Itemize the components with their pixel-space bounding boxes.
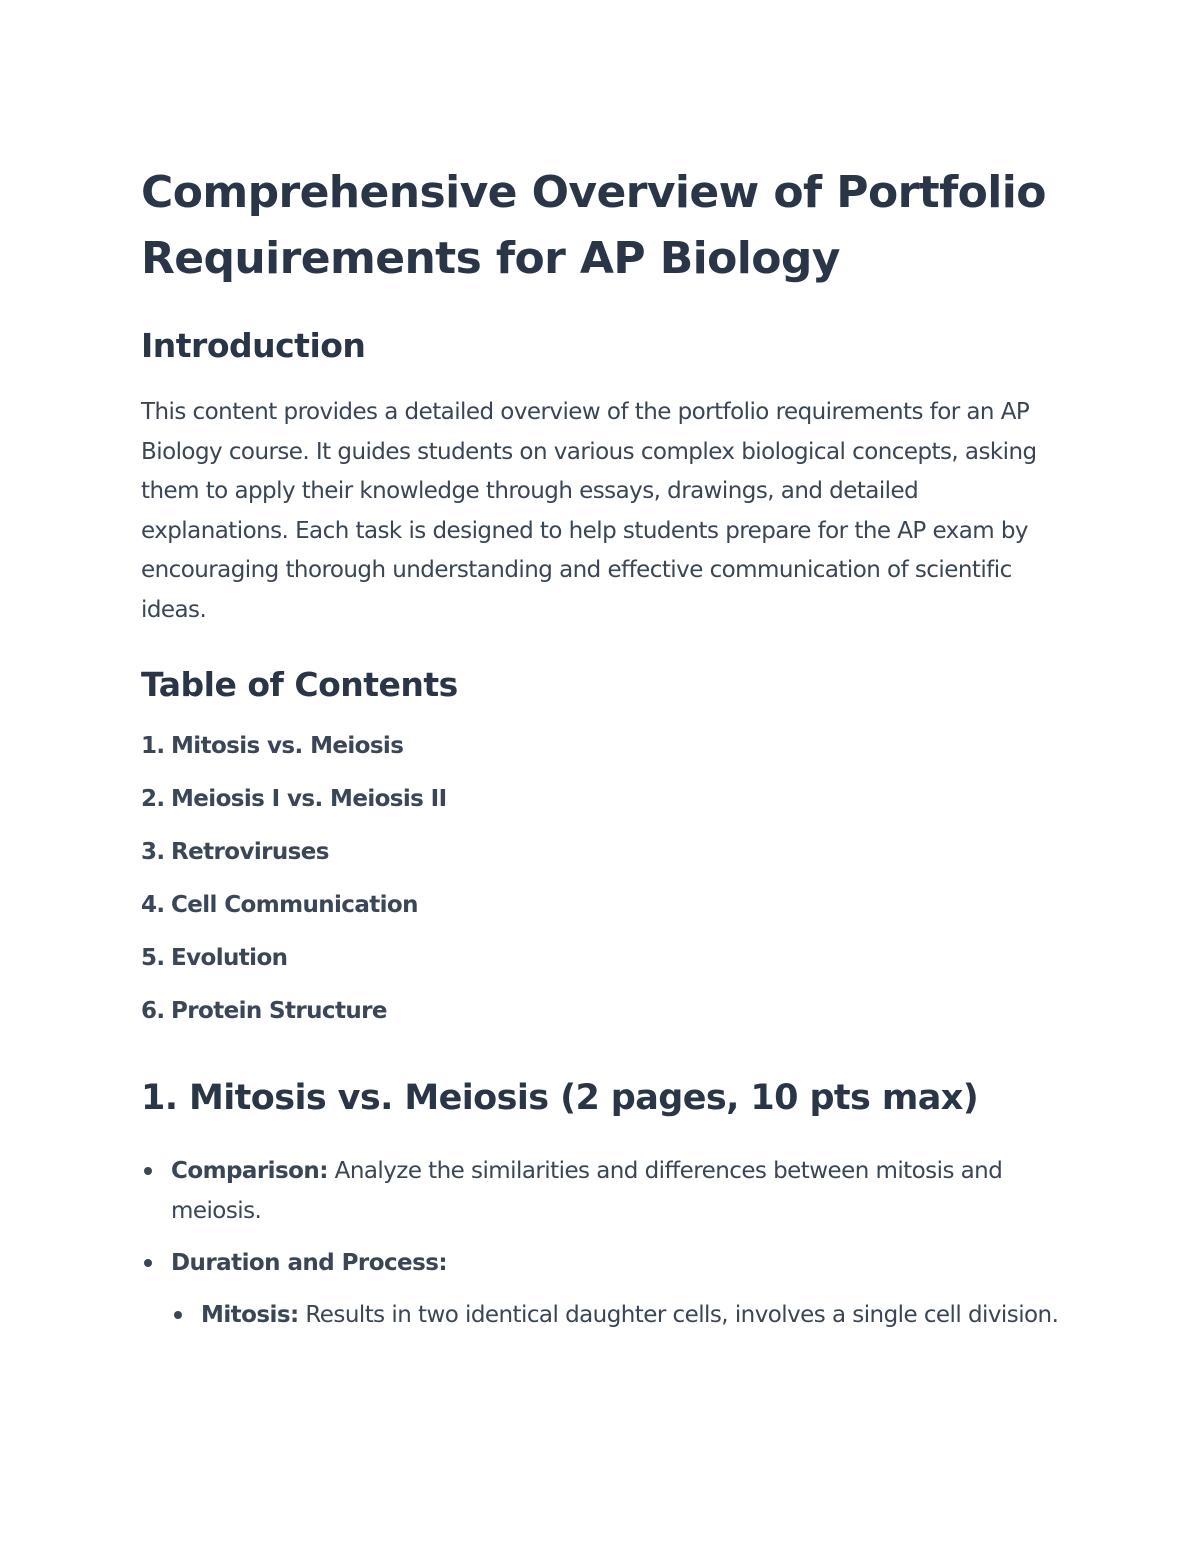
toc-item-label: Retroviruses: [171, 839, 329, 865]
introduction-paragraph: This content provides a detailed overview of the portfolio requirements for an AP Biology course. It guides students on various complex biological concepts, asking them to apply their knowledge through essays, drawings, and detailed explanations. Each task is designed to help students prepare for the AP exam by encouraging thorough understanding and effective communication of scientific ideas.: [141, 399, 1037, 623]
document-page: [141, 160, 1071, 1347]
document-title: Comprehensive Overview of Portfolio Requirements for AP Biology: [141, 167, 1046, 284]
toc-item: [141, 839, 1071, 892]
sub-bullet-term: Mitosis:: [201, 1302, 299, 1328]
introduction-heading: Introduction: [141, 326, 366, 365]
toc-item-label: Cell Communication: [171, 892, 418, 918]
toc-item-number: 6.: [141, 998, 165, 1024]
toc-item-number: 3.: [141, 839, 165, 865]
toc-item: [141, 945, 1071, 998]
bullet-item: [141, 1151, 1071, 1231]
section-heading-mitosis-meiosis: 1. Mitosis vs. Meiosis (2 pages, 10 pts max): [141, 1078, 979, 1118]
toc-item-number: 4.: [141, 892, 165, 918]
toc-heading: Table of Contents: [141, 665, 458, 704]
bullet-item: [141, 1243, 1071, 1335]
bullet-term: Comparison:: [171, 1158, 328, 1184]
toc-item-label: Evolution: [171, 945, 288, 971]
sub-bullet-list: [171, 1295, 1071, 1335]
toc-item-number: 1.: [141, 733, 165, 759]
toc-item-label: Mitosis vs. Meiosis: [171, 733, 404, 759]
bullet-term: Duration and Process:: [171, 1250, 448, 1276]
section-bullet-list: [141, 1151, 1071, 1335]
toc-item-label: Protein Structure: [171, 998, 387, 1024]
toc-item-number: 2.: [141, 786, 165, 812]
sub-bullet-item: [171, 1295, 1071, 1335]
toc-item: [141, 733, 1071, 786]
bullet-icon: [144, 1259, 152, 1267]
toc-item: [141, 998, 1071, 1051]
table-of-contents: [141, 733, 1071, 1051]
bullet-text: Analyze the similarities and differences between mitosis and meiosis.: [171, 1158, 1003, 1224]
toc-item-label: Meiosis I vs. Meiosis II: [171, 786, 447, 812]
bullet-icon: [174, 1311, 182, 1319]
toc-item: [141, 786, 1071, 839]
toc-item-number: 5.: [141, 945, 165, 971]
toc-item: [141, 892, 1071, 945]
sub-bullet-text: Results in two identical daughter cells, involves a single cell division.: [298, 1302, 1059, 1328]
bullet-icon: [144, 1167, 152, 1175]
